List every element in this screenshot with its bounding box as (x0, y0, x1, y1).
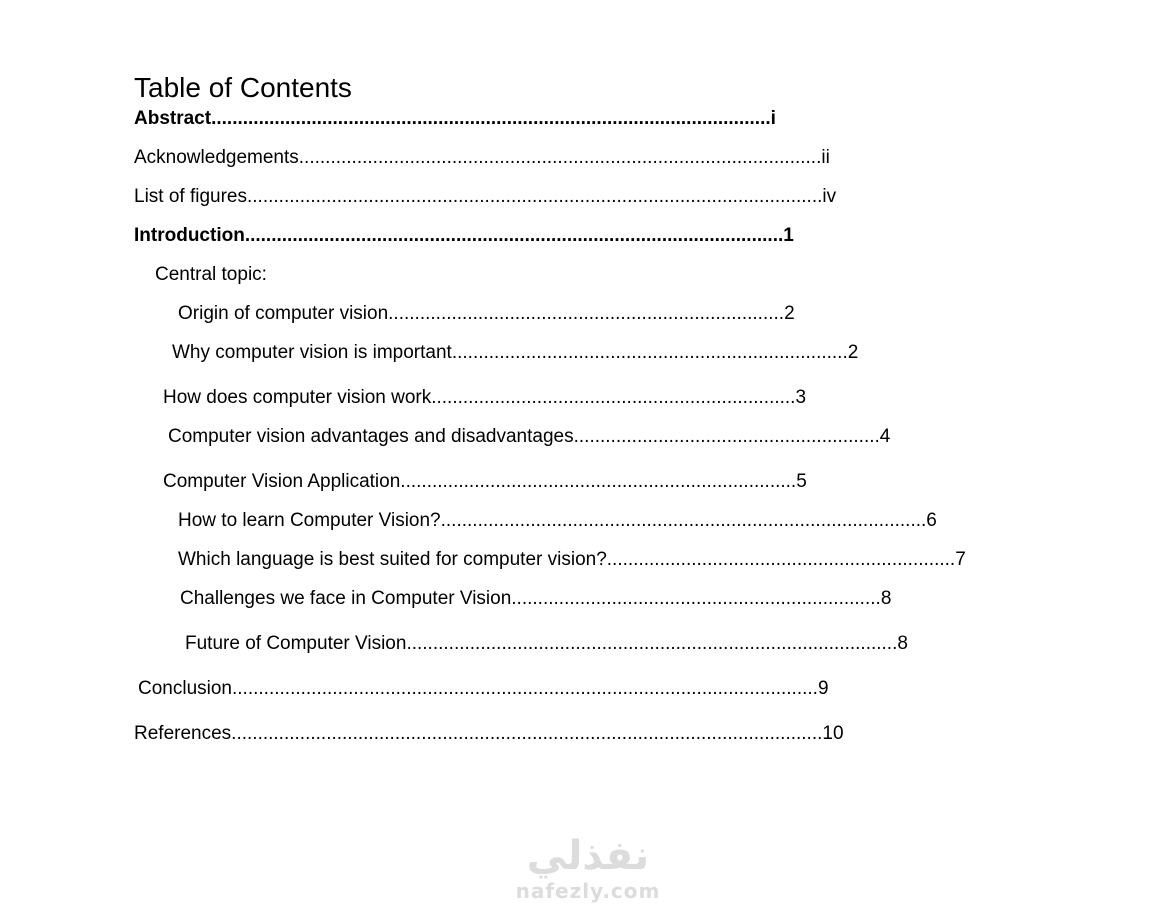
toc-entry-page-number: 6 (926, 510, 937, 531)
toc-entry-page-number: 7 (955, 549, 966, 570)
watermark-logo (503, 832, 673, 902)
toc-entry-label: Future of Computer Vision (185, 633, 407, 654)
toc-entry-page-number: ii (821, 147, 830, 168)
toc-entry-page-number: 5 (796, 471, 807, 492)
toc-entry-page-number: 9 (817, 678, 829, 699)
toc-entry-label: Central topic: (155, 264, 267, 285)
toc-entry[interactable] (134, 722, 844, 746)
toc-entry-label: List of figures (134, 186, 247, 207)
toc-entry-page-number: iv (822, 186, 837, 207)
toc-dot-leader: ........................................................................... (388, 303, 785, 324)
toc-entry[interactable] (178, 509, 937, 533)
toc-dot-leader: ...................................................................... (511, 588, 881, 609)
toc-dot-leader: ............................................................................................................... (232, 678, 818, 699)
toc-entry-label: Computer Vision Application (163, 471, 401, 492)
toc-entry-page-number: 8 (880, 588, 892, 609)
toc-entry[interactable] (172, 341, 858, 365)
toc-entry[interactable] (180, 587, 891, 611)
toc-entry-label: How to learn Computer Vision? (178, 510, 441, 531)
toc-entry-page-number: 2 (847, 342, 859, 363)
toc-entry-label: Why computer vision is important (172, 342, 452, 363)
toc-entry-label: Abstract (134, 108, 212, 129)
toc-dot-leader: ........................................................................... (400, 471, 797, 492)
toc-entry-label: Conclusion (138, 678, 232, 699)
toc-entry[interactable] (178, 548, 966, 572)
page-title: Table of Contents (134, 72, 352, 103)
toc-entry[interactable] (163, 386, 806, 410)
toc-entry-page-number: 10 (822, 723, 844, 744)
toc-entry[interactable] (185, 632, 908, 656)
toc-dot-leader: ................................................................................................................ (231, 723, 823, 744)
toc-dot-leader: ...................................................................................................... (244, 225, 784, 246)
toc-entry-label: Computer vision advantages and disadvantages (168, 426, 574, 447)
toc-entry-page-number: 2 (784, 303, 795, 324)
toc-dot-leader: ............................................................................................................. (247, 186, 823, 207)
toc-entry[interactable] (134, 185, 836, 209)
toc-entry-label: Origin of computer vision (178, 303, 389, 324)
toc-entry-label: References (134, 723, 232, 744)
toc-entry[interactable] (163, 470, 807, 494)
toc-entry[interactable] (134, 107, 776, 131)
toc-dot-leader: ................................................................................................... (298, 147, 822, 168)
toc-entry-label: How does computer vision work (163, 387, 432, 408)
toc-entry-label: Acknowledgements (134, 147, 299, 168)
toc-entry-label: Introduction (134, 225, 245, 246)
toc-entry-label: Challenges we face in Computer Vision (180, 588, 512, 609)
toc-entry-label: Which language is best suited for computer vision? (178, 549, 607, 570)
toc-dot-leader: ..................................................................... (431, 387, 796, 408)
toc-entry[interactable] (168, 425, 890, 449)
toc-dot-leader: .......................................................... (573, 426, 880, 447)
toc-entry-page-number: 1 (783, 225, 794, 246)
toc-entry[interactable] (134, 146, 830, 170)
toc-dot-leader: ............................................................................................ (440, 510, 927, 531)
toc-entry-page-number: 4 (879, 426, 891, 447)
toc-dot-leader: ........................................................................... (451, 342, 848, 363)
toc-dot-leader: .......................................................................................................... (211, 108, 771, 129)
toc-dot-leader: ............................................................................................. (406, 633, 898, 654)
toc-entry[interactable] (155, 263, 267, 287)
toc-entry-page-number: i (770, 108, 776, 129)
toc-entry[interactable] (134, 224, 794, 248)
toc-entry[interactable] (138, 677, 829, 701)
toc-entry-page-number: 3 (795, 387, 807, 408)
toc-entry[interactable] (178, 302, 795, 326)
watermark-latin-text: nafezly.com (515, 879, 661, 903)
watermark-arabic-text: نفذلي (526, 833, 650, 879)
toc-dot-leader: .................................................................. (606, 549, 956, 570)
toc-entry-page-number: 8 (897, 633, 908, 654)
